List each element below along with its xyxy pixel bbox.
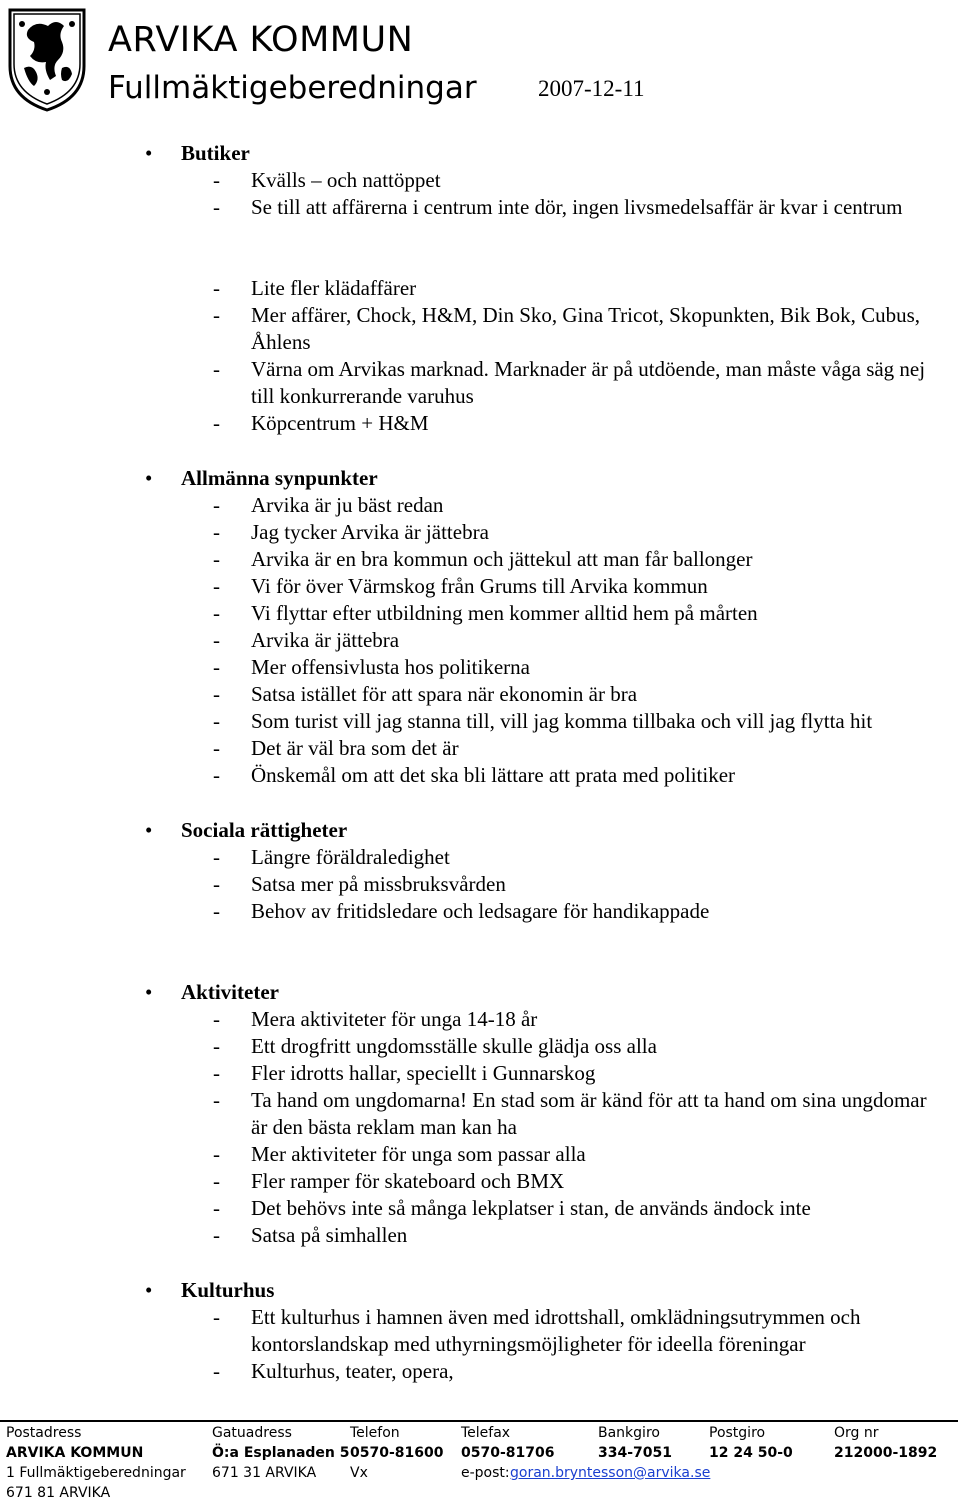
list-item-text: Ett kulturhus i hamnen även med idrottshall, omklädningsutrymmen och kontorslandskap med uthyrningsmöjligheter för ideella föreningar (251, 1305, 861, 1356)
list-item-text: Arvika är ju bäst redan (251, 493, 444, 517)
list-item-text: Satsa istället för att spara när ekonomin är bra (251, 682, 638, 706)
list-item-text: Fler ramper för skateboard och BMX (251, 1169, 565, 1193)
document-body (0, 140, 960, 1413)
dash-marker: - (213, 628, 220, 652)
footer-orgnr: 212000-1892 (834, 1445, 938, 1461)
list-item (181, 735, 942, 762)
section-title: Butiker (181, 141, 250, 165)
dash-marker: - (213, 276, 220, 300)
footer-email-label: e-post: (461, 1465, 510, 1481)
list-item (181, 546, 942, 573)
footer-department: 1 Fullmäktigeberedningar (6, 1465, 186, 1481)
list-item-text: Köpcentrum + H&M (251, 411, 429, 435)
coat-of-arms-icon (6, 4, 88, 112)
list-item-text: Arvika är jättebra (251, 628, 400, 652)
footer-postgiro: 12 24 50-0 (709, 1445, 793, 1461)
list-item (181, 1304, 942, 1358)
bullet-icon: • (145, 980, 153, 1004)
document-date: 2007-12-11 (538, 76, 645, 101)
list-item-text: Det behövs inte så många lekplatser i stan, de används ändock inte (251, 1196, 811, 1220)
document-type: Fullmäktigeberedningar (108, 70, 477, 106)
section-title: Allmänna synpunkter (181, 466, 378, 490)
list-item-text: Som turist vill jag stanna till, vill jag komma tillbaka och vill jag flytta hit (251, 709, 873, 733)
section-list (181, 1304, 942, 1385)
organization-name: ARVIKA KOMMUN (108, 20, 414, 60)
list-item (181, 221, 942, 275)
section-0 (145, 140, 942, 437)
section-title: Aktiviteter (181, 980, 279, 1004)
list-item (181, 275, 942, 302)
footer-label-orgnr: Org nr (834, 1425, 879, 1441)
dash-marker: - (213, 709, 220, 733)
bullet-icon: • (145, 466, 153, 490)
footer-label-postgiro: Postgiro (709, 1425, 766, 1441)
dash-marker: - (213, 845, 220, 869)
dash-marker: - (213, 872, 220, 896)
footer-telefon: 0570-81600 (350, 1445, 444, 1461)
list-item-text: Längre föräldraledighet (251, 845, 450, 869)
dash-marker: - (213, 1142, 220, 1166)
dash-marker: - (213, 1359, 220, 1383)
list-item (181, 1141, 942, 1168)
list-item-text: Mera aktiviteter för unga 14-18 år (251, 1007, 538, 1031)
dash-marker: - (213, 1034, 220, 1058)
section-4 (145, 1277, 942, 1385)
footer-postadress: ARVIKA KOMMUN (6, 1445, 144, 1461)
section-title: Kulturhus (181, 1278, 275, 1302)
section-list (181, 1006, 942, 1249)
list-item (181, 302, 942, 356)
bullet-icon: • (145, 141, 153, 165)
dash-marker: - (213, 493, 220, 517)
list-item-text: Behov av fritidsledare och ledsagare för handikappade (251, 899, 710, 923)
dash-marker: - (213, 1196, 220, 1220)
list-item (181, 519, 942, 546)
list-item (181, 600, 942, 627)
list-item (181, 762, 942, 789)
list-item (181, 573, 942, 600)
footer-email-link[interactable]: goran.bryntesson@arvika.se (510, 1465, 711, 1481)
dash-marker: - (213, 303, 220, 327)
footer-telefax: 0570-81706 (461, 1445, 555, 1461)
dash-marker: - (213, 1061, 220, 1085)
list-item (181, 492, 942, 519)
footer-divider (0, 1420, 958, 1422)
dash-marker: - (213, 655, 220, 679)
list-item (181, 1087, 942, 1141)
list-item (181, 1033, 942, 1060)
list-item (181, 708, 942, 735)
list-item (181, 871, 942, 898)
list-item-text: Satsa mer på missbruksvården (251, 872, 506, 896)
section-list (181, 167, 942, 437)
footer-city: 671 31 ARVIKA (212, 1465, 317, 1481)
list-item-text: Arvika är en bra kommun och jättekul att man får ballonger (251, 547, 753, 571)
section-title: Sociala rättigheter (181, 818, 348, 842)
list-item (181, 1222, 942, 1249)
footer-gatuadress: Ö:a Esplanaden 5 (212, 1445, 350, 1461)
list-item (181, 898, 942, 925)
dash-marker: - (213, 1169, 220, 1193)
dash-marker: - (213, 195, 220, 219)
list-item-text: Satsa på simhallen (251, 1223, 408, 1247)
dash-marker: - (213, 682, 220, 706)
footer-postal-city: 671 81 ARVIKA (6, 1485, 111, 1501)
list-item-text: Jag tycker Arvika är jättebra (251, 520, 489, 544)
section-list (181, 492, 942, 789)
dash-marker: - (213, 601, 220, 625)
list-item (181, 1195, 942, 1222)
footer-label-telefax: Telefax (461, 1425, 511, 1441)
dash-marker: - (213, 574, 220, 598)
dash-marker: - (213, 763, 220, 787)
list-item-text: Mer aktiviteter för unga som passar alla (251, 1142, 586, 1166)
list-item (181, 681, 942, 708)
dash-marker: - (213, 520, 220, 544)
dash-marker: - (213, 411, 220, 435)
list-item-text: Se till att affärerna i centrum inte dör, ingen livsmedelsaffär är kvar i centrum (251, 195, 903, 219)
dash-marker: - (213, 1088, 220, 1112)
dash-marker: - (213, 736, 220, 760)
footer-label-telefon: Telefon (350, 1425, 400, 1441)
list-item (181, 167, 942, 194)
footer-label-postadress: Postadress (6, 1425, 82, 1441)
list-item (181, 410, 942, 437)
list-item-text: Det är väl bra som det är (251, 736, 459, 760)
list-item (181, 844, 942, 871)
dash-marker: - (213, 1223, 220, 1247)
list-item-text: Vi för över Värmskog från Grums till Arvika kommun (251, 574, 708, 598)
list-item-text: Ta hand om ungdomarna! En stad som är känd för att ta hand om sina ungdomar är den bästa reklam man kan ha (251, 1088, 927, 1139)
section-3 (145, 979, 942, 1249)
list-item (181, 356, 942, 410)
dash-marker: - (213, 168, 220, 192)
dash-marker: - (213, 1305, 220, 1329)
list-item-text: Lite fler klädaffärer (251, 276, 417, 300)
footer-label-bankgiro: Bankgiro (598, 1425, 660, 1441)
list-item-text: Värna om Arvikas marknad. Marknader är på utdöende, man måste våga säg nej till konkurrerande varuhus (251, 357, 926, 408)
list-item (181, 1168, 942, 1195)
list-item-text: Ett drogfritt ungdomsställe skulle glädja oss alla (251, 1034, 657, 1058)
section-list (181, 844, 942, 925)
footer-vx: Vx (350, 1465, 368, 1481)
footer-bankgiro: 334-7051 (598, 1445, 672, 1461)
bullet-icon: • (145, 1278, 153, 1302)
list-item (181, 1358, 942, 1385)
section-1 (145, 465, 942, 789)
bullet-icon: • (145, 818, 153, 842)
list-item-text: Vi flyttar efter utbildning men kommer alltid hem på mårten (251, 601, 758, 625)
list-item-text: Mer affärer, Chock, H&M, Din Sko, Gina Tricot, Skopunkten, Bik Bok, Cubus, Åhlens (251, 303, 921, 354)
list-item-text: Kulturhus, teater, opera, (251, 1359, 454, 1383)
list-item (181, 1006, 942, 1033)
list-item (181, 1060, 942, 1087)
list-item (181, 194, 942, 221)
list-item-text: Önskemål om att det ska bli lättare att prata med politiker (251, 763, 736, 787)
list-item (181, 627, 942, 654)
footer-label-gatuadress: Gatuadress (212, 1425, 292, 1441)
list-item (181, 654, 942, 681)
list-item-text: Fler idrotts hallar, speciellt i Gunnarskog (251, 1061, 596, 1085)
dash-marker: - (213, 357, 220, 381)
dash-marker: - (213, 547, 220, 571)
dash-marker: - (213, 899, 220, 923)
list-item-text: Mer offensivlusta hos politikerna (251, 655, 530, 679)
dash-marker: - (213, 1007, 220, 1031)
list-item-text: Kvälls – och nattöppet (251, 168, 441, 192)
section-2 (145, 817, 942, 925)
